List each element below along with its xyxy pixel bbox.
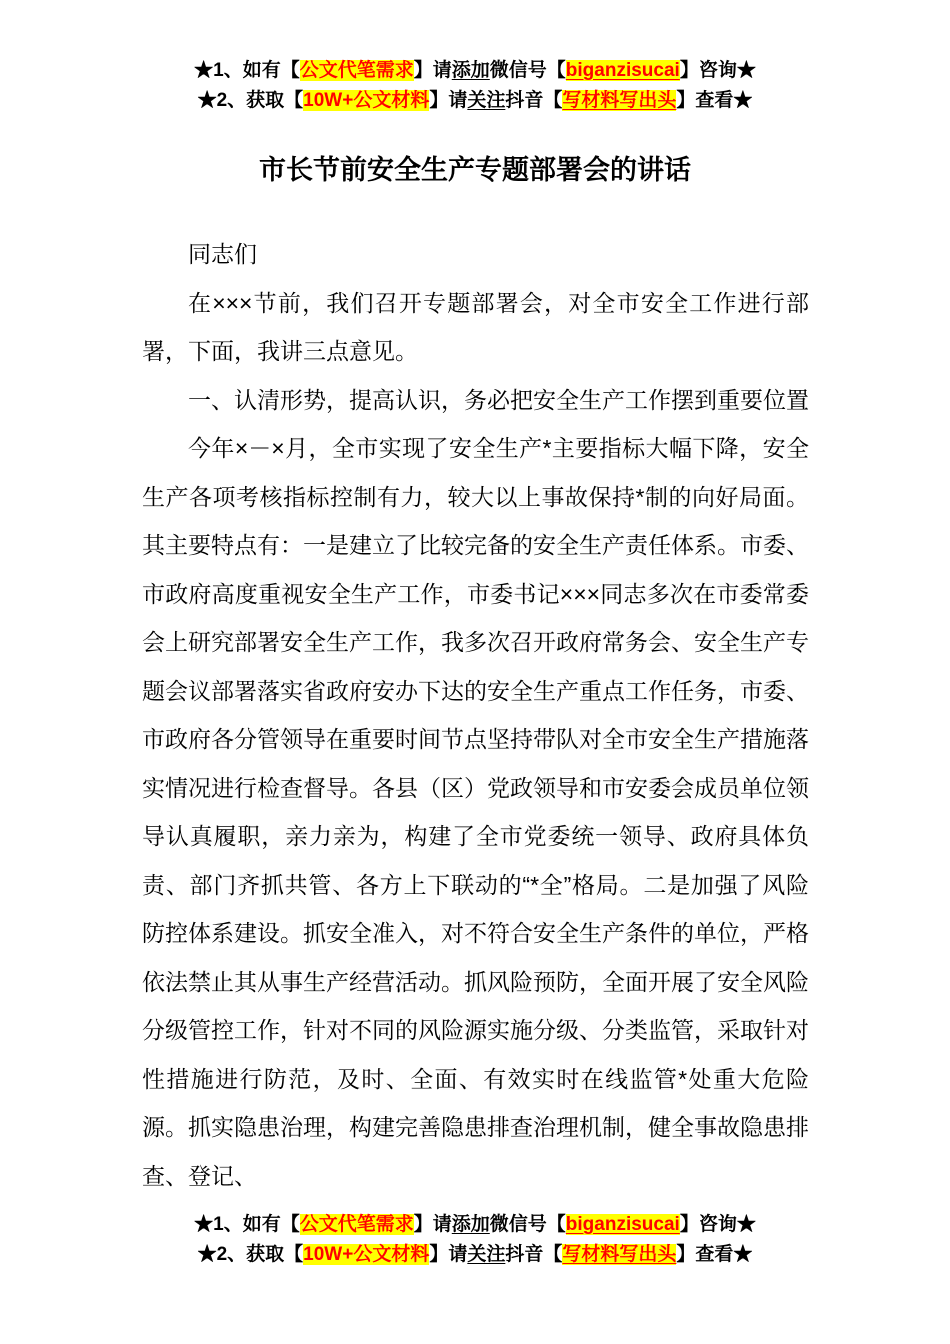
promo2-highlight-mat: 10W+公文材料 (303, 90, 430, 111)
header-promo-line-2 (0, 86, 950, 116)
header-promo (0, 0, 950, 116)
paragraph-heading-1: 一、认清形势，提高认识，务必把安全生产工作摆到重要位置 (188, 386, 809, 413)
promo1-suffix: 】咨询★ (679, 60, 756, 81)
promo1-mid2: 微信号【 (489, 1214, 566, 1235)
promo1-wechat-id: biganzisucai (565, 1214, 680, 1235)
promo1-highlight-need: 公文代笔需求 (299, 1214, 414, 1235)
promo1-prefix: ★1、如有【 (194, 1214, 300, 1235)
promo2-prefix: ★2、获取【 (197, 1244, 304, 1265)
promo1-mid: 】请 (413, 1214, 452, 1235)
paragraph-main: 今年×－×月，全市实现了安全生产*主要指标大幅下降，安全生产各项考核指标控制有力，较大以上事故保持*制的向好局面。其主要特点有：一是建立了比较完备的安全生产责任体系。市委、市政府高度重视安全生产工作，市委书记×××同志多次在市委常委会上研究部署安全生产工作，我多次召开政府常务会、安全生产专题会议部署落实省政府安办下达的安全生产重点工作任务，市委、市政府各分管领导在重要时间节点坚持带队对全市安全生产措施落实情况进行检查督导。各县（区）党政领导和市安委会成员单位领导认真履职，亲力亲为，构建了全市党委统一领导、政府具体负责、部门齐抓共管、各方上下联动的“*全”格局。二是加强了风险防控体系建设。抓安全准入，对不符合安全生产条件的单位，严格依法禁止其从事生产经营活动。抓风险预防，全面开展了安全风险分级管控工作，针对不同的风险源实施分级、分类监管，采取针对性措施进行防范，及时、全面、有效实时在线监管*处重大危险源。抓实隐患治理，构建完善隐患排查治理机制，健全事故隐患排查、登记、 (142, 435, 809, 1189)
promo1-prefix: ★1、如有【 (194, 60, 300, 81)
footer-promo-line-2 (0, 1240, 950, 1270)
promo2-underline-follow: 关注 (467, 1244, 506, 1265)
promo2-douyin-id: 写材料写出头 (562, 90, 677, 111)
promo1-underline-add: 添加 (451, 60, 490, 81)
promo2-mid: 】请 (429, 90, 468, 111)
footer-promo-line-1 (0, 1210, 950, 1240)
promo1-wechat-id: biganzisucai (565, 60, 680, 81)
document-body (0, 230, 950, 1200)
document-title: 市长节前安全生产专题部署会的讲话 (259, 155, 691, 185)
promo2-mid: 】请 (429, 1244, 468, 1265)
promo2-mid2: 抖音【 (505, 1244, 563, 1265)
promo2-mid2: 抖音【 (505, 90, 563, 111)
paragraph-intro: 在×××节前，我们召开专题部署会，对全市安全工作进行部署，下面，我讲三点意见。 (142, 289, 809, 364)
promo2-underline-follow: 关注 (467, 90, 506, 111)
promo1-mid: 】请 (413, 60, 452, 81)
header-promo-line-1 (0, 56, 950, 86)
footer-promo (0, 1210, 950, 1270)
promo2-prefix: ★2、获取【 (197, 90, 304, 111)
promo2-suffix: 】查看★ (676, 1244, 753, 1265)
promo1-suffix: 】咨询★ (679, 1214, 756, 1235)
promo1-mid2: 微信号【 (489, 60, 566, 81)
promo1-highlight-need: 公文代笔需求 (299, 60, 414, 81)
paragraph-salutation: 同志们 (188, 241, 257, 267)
promo1-underline-add: 添加 (451, 1214, 490, 1235)
promo2-highlight-mat: 10W+公文材料 (303, 1244, 430, 1265)
promo2-douyin-id: 写材料写出头 (562, 1244, 677, 1265)
promo2-suffix: 】查看★ (676, 90, 753, 111)
